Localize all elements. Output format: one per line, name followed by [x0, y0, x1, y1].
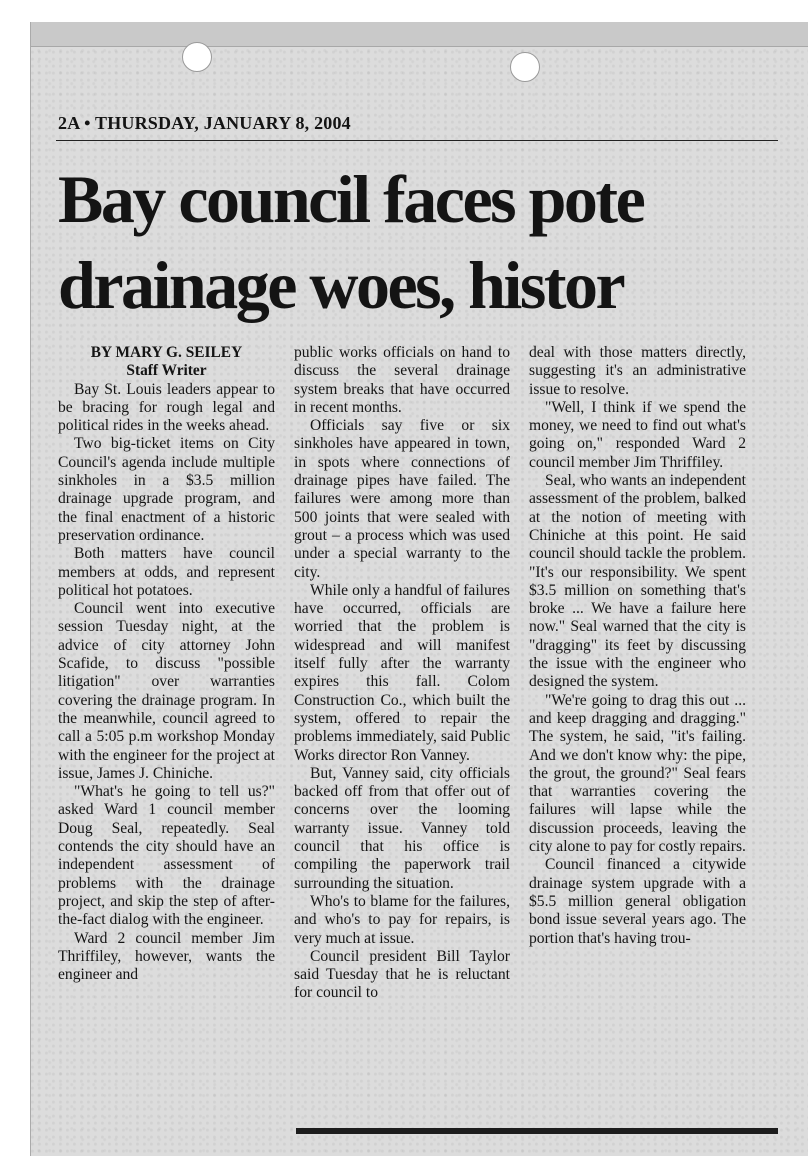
paragraph: Council president Bill Taylor said Tuesday that he is reluctant for council to: [294, 947, 510, 1002]
paragraph: Both matters have council members at odds, and represent political hot potatoes.: [58, 545, 275, 599]
paragraph: Officials say five or six sinkholes have appeared in town, in spots where connections of drainage pipes have failed. The failures were among more than 500 joints that were sealed with grout – a process which was used under a special warranty to the city.: [294, 417, 510, 581]
headline-line-1: Bay council faces pote: [58, 161, 644, 237]
punch-hole-right: [510, 52, 540, 82]
paragraph: Ward 2 council member Jim Thriffiley, however, wants the engineer and: [58, 929, 275, 984]
paragraph: Who's to blame for the failures, and who's to pay for repairs, is very much at issue.: [294, 892, 510, 947]
paragraph: "We're going to drag this out ... and keep dragging and dragging." The system, he said, "it's failing. And we don't know why: the pipe, the grout, the ground?" Seal fears that warranties covering the failures will lapse while the discussion proceeds, leaving the city alone to pay for costly repairs.: [529, 691, 746, 856]
page-dateline: 2A • THURSDAY, JANUARY 8, 2004: [58, 113, 351, 133]
headline: [58, 156, 808, 328]
article-column-2: [294, 344, 510, 1003]
byline-title: Staff Writer: [126, 362, 207, 380]
byline-author: BY MARY G. SEILEY: [90, 344, 243, 361]
paragraph: Seal, who wants an independent assessment of the problem, balked at the notion of meeting with Chiniche at this point. He said council should tackle the problem. "It's our responsibility. We spent $3.5 million on something that's broke ... We have a failure here now." Seal warned that the city is "dragging" its feet by discussing the issue with the engineer who designed the system.: [529, 472, 746, 691]
paragraph: Council financed a citywide drainage system upgrade with a $5.5 million general obligation bond issue several years ago. The portion that's having trou-: [529, 856, 746, 947]
paragraph: deal with those matters directly, suggesting it's an administrative issue to resolve.: [529, 344, 746, 398]
torn-top-edge: [31, 22, 808, 47]
paragraph: But, Vanney said, city officials backed off from that offer out of concerns over the looming warranty issue. Vanney told council that his office is compiling the paperwork trail surrounding the situation.: [294, 764, 510, 892]
paragraph: Council went into executive session Tuesday night, at the advice of city attorney John Scafide, to discuss "possible litigation" over warranties covering the drainage program. In the meanwhile, council agreed to call a 5:05 p.m workshop Monday with the engineer for the project at issue, James J. Chiniche.: [58, 600, 275, 782]
dateline-rule: [56, 140, 778, 141]
paragraph: "What's he going to tell us?" asked Ward 1 council member Doug Seal, repeatedly. Seal contends the city should have an independent assessment of problems with the drainage project, and skip the step of after-the-fact dialog with the engineer.: [58, 783, 275, 929]
bottom-black-bar: [296, 1128, 778, 1134]
article-column-3: [529, 344, 746, 948]
paragraph: While only a handful of failures have occurred, officials are worried that the problem is widespread and will manifest itself fully after the warranty expires this fall. Colom Construction Co., which built the system, offered to repair the problems immediately, said Public Works director Ron Vanney.: [294, 581, 510, 764]
punch-hole-left: [182, 42, 212, 72]
article-column-1: [58, 344, 275, 984]
paragraph: public works officials on hand to discuss the several drainage system breaks that have occurred in recent months.: [294, 344, 510, 416]
headline-line-2: drainage woes, histor: [58, 247, 624, 323]
paragraph: Bay St. Louis leaders appear to be bracing for rough legal and political rides in the weeks ahead.: [58, 380, 275, 435]
paragraph: Two big-ticket items on City Council's agenda include multiple sinkholes in a $3.5 million drainage upgrade program, and the final enactment of a historic preservation ordinance.: [58, 435, 275, 544]
paragraph: "Well, I think if we spend the money, we need to find out what's going on," responded Ward 2 council member Jim Thriffiley.: [529, 398, 746, 471]
